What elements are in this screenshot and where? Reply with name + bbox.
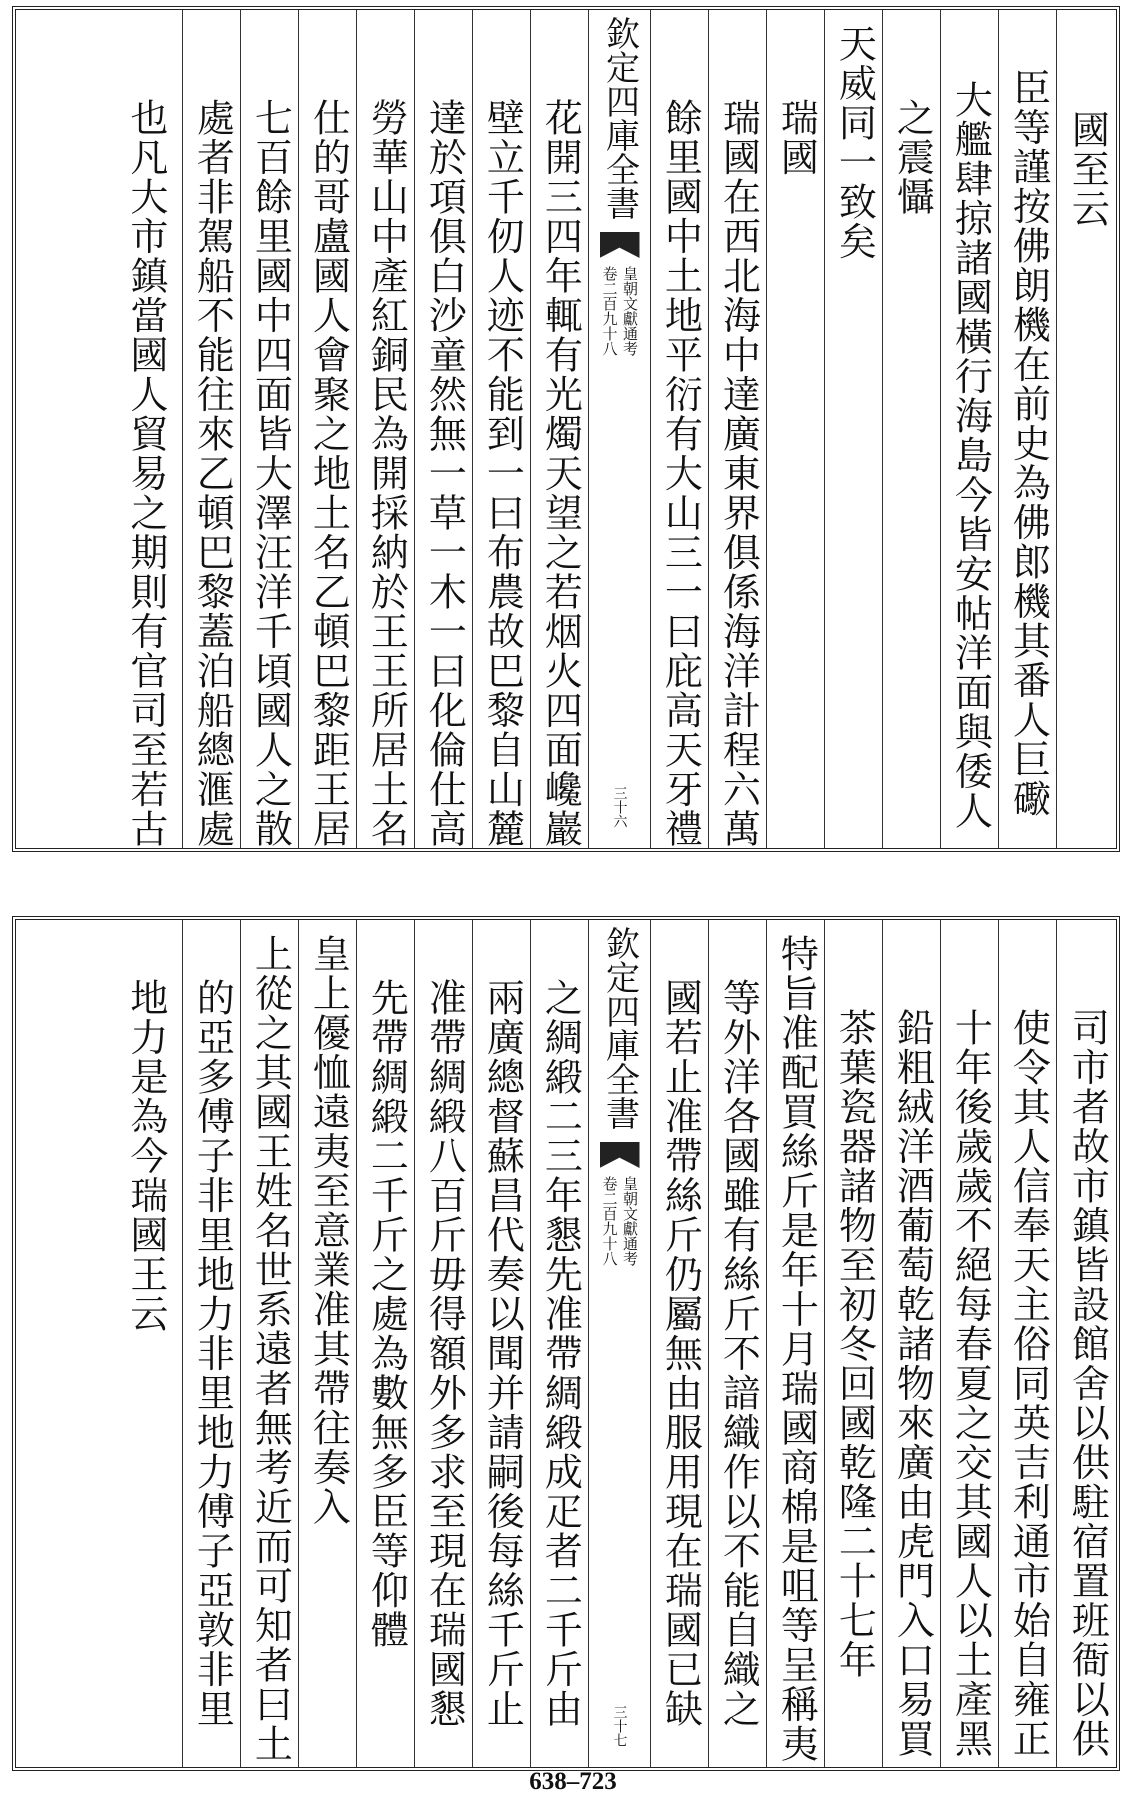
column-text: 壁立千仞人迹不能到一曰布農故巴黎自山麓 [480, 98, 525, 848]
book-info [601, 266, 638, 356]
page-footer-number: 638–723 [529, 1768, 617, 1795]
text-column [940, 10, 998, 848]
text-column [356, 10, 414, 848]
text-column [1056, 10, 1116, 848]
column-text: 餘里國中土地平衍有大山三一曰庇高天牙禮 [658, 98, 703, 848]
column-text: 花開三四年輒有光燭天望之若烟火四面巉巖 [538, 98, 583, 848]
text-column [650, 10, 708, 848]
column-text: 天威同一致矣 [832, 24, 877, 261]
bottom-columns [16, 920, 1116, 1767]
column-text: 之震懾 [890, 98, 935, 217]
text-column [882, 920, 940, 1767]
text-column [708, 10, 766, 848]
column-text: 勞華山中產紅銅民為開採納於王王所居土名 [364, 98, 409, 848]
text-column [414, 10, 472, 848]
text-column [414, 920, 472, 1767]
page-number: 三十七 [611, 1705, 628, 1747]
column-text: 也凡大市鎮當國人貿易之期則有官司至若古 [123, 98, 168, 848]
text-column [530, 10, 588, 848]
text-column [530, 920, 588, 1767]
column-text: 先帶綢緞二千斤之處為數無多臣等仰體 [364, 978, 409, 1650]
page-number: 三十六 [611, 786, 628, 828]
text-column [824, 920, 882, 1767]
column-text: 特旨准配買絲斤是年十月瑞國商棉是咀等呈稱夷 [774, 934, 819, 1764]
column-text: 達於項俱白沙童然無一草一木一曰化倫仕高 [422, 98, 467, 848]
text-column [708, 920, 766, 1767]
top-page [12, 6, 1120, 852]
column-text: 兩廣總督蘇昌代奏以聞并請嗣後每絲千斤止 [480, 978, 525, 1729]
column-text: 司市者故市鎮皆設館舍以供駐宿置班衙以供 [1065, 1008, 1110, 1759]
book-subtitle: 皇朝文獻通考 [621, 266, 639, 356]
text-column [356, 920, 414, 1767]
column-text: 皇上優恤遠夷至意業准其帶往奏入 [306, 934, 351, 1527]
text-column [472, 920, 530, 1767]
column-text: 國至云 [1065, 110, 1110, 229]
fish-tail-mark [600, 232, 640, 258]
text-column [108, 920, 182, 1767]
volume-number: 卷二百九十八 [600, 266, 619, 356]
column-text: 准帶綢緞八百斤毋得額外多求至現在瑞國懇 [422, 978, 467, 1729]
text-column [940, 920, 998, 1767]
text-column [108, 10, 182, 848]
top-columns [16, 10, 1116, 848]
column-text: 七百餘里國中四面皆大澤汪洋千頃國人之散 [248, 98, 293, 848]
column-text: 之綢緞二三年懇先准帶綢緞成疋者二千斤由 [538, 978, 583, 1729]
column-text: 的亞多傅子非里地力非里地力傅子亞敦非里 [190, 978, 235, 1729]
volume-number: 卷二百九十八 [600, 1176, 619, 1266]
text-column [1056, 920, 1116, 1767]
fish-tail-mark [600, 1142, 640, 1168]
text-column [240, 10, 298, 848]
column-text: 十年後歲歲不絕每春夏之交其國人以土產黑 [948, 1008, 993, 1759]
series-title: 欽定四庫全書 [599, 926, 640, 1130]
column-text: 地力是為今瑞國王云 [123, 978, 168, 1334]
text-column [998, 920, 1056, 1767]
text-column [298, 920, 356, 1767]
column-text: 瑞國 [774, 98, 819, 177]
column-text: 大艦肆掠諸國橫行海島今皆安帖洋面與倭人 [948, 80, 993, 831]
text-column [998, 10, 1056, 848]
column-text: 臣等謹按佛朗機在前史為佛郎機其番人巨礮 [1006, 68, 1051, 819]
text-column [824, 10, 882, 848]
column-text: 處者非駕船不能往來乙頓巴黎蓋泊船總滙處 [190, 98, 235, 848]
column-text: 國若止准帶絲斤仍屬無由服用現在瑞國已缺 [658, 978, 703, 1729]
book-subtitle: 皇朝文獻通考 [621, 1176, 639, 1266]
text-column [240, 920, 298, 1767]
text-column [882, 10, 940, 848]
center-fold-column [588, 10, 650, 848]
text-column [472, 10, 530, 848]
bottom-page [12, 916, 1120, 1771]
text-column [298, 10, 356, 848]
column-text: 瑞國在西北海中達廣東界俱係海洋計程六萬 [716, 98, 761, 848]
series-title: 欽定四庫全書 [599, 16, 640, 220]
center-fold-column [588, 920, 650, 1767]
text-column [766, 920, 824, 1767]
column-text: 鉛粗絨洋酒葡萄乾諸物來廣由虎門入口易買 [890, 1008, 935, 1759]
text-column [650, 920, 708, 1767]
text-column [182, 10, 240, 848]
column-text: 等外洋各國雖有絲斤不諳織作以不能自織之 [716, 978, 761, 1729]
column-text: 仕的哥盧國人會聚之地土名乙頓巴黎距王居 [306, 98, 351, 848]
column-text: 茶葉瓷器諸物至初冬回國乾隆二十七年 [832, 1008, 877, 1680]
column-text: 上從之其國王姓名世系遠者無考近而可知者曰土 [248, 934, 293, 1764]
text-column [766, 10, 824, 848]
book-info [601, 1176, 638, 1266]
text-column [182, 920, 240, 1767]
column-text: 使令其人信奉天主俗同英吉利通市始自雍正 [1006, 1008, 1051, 1759]
